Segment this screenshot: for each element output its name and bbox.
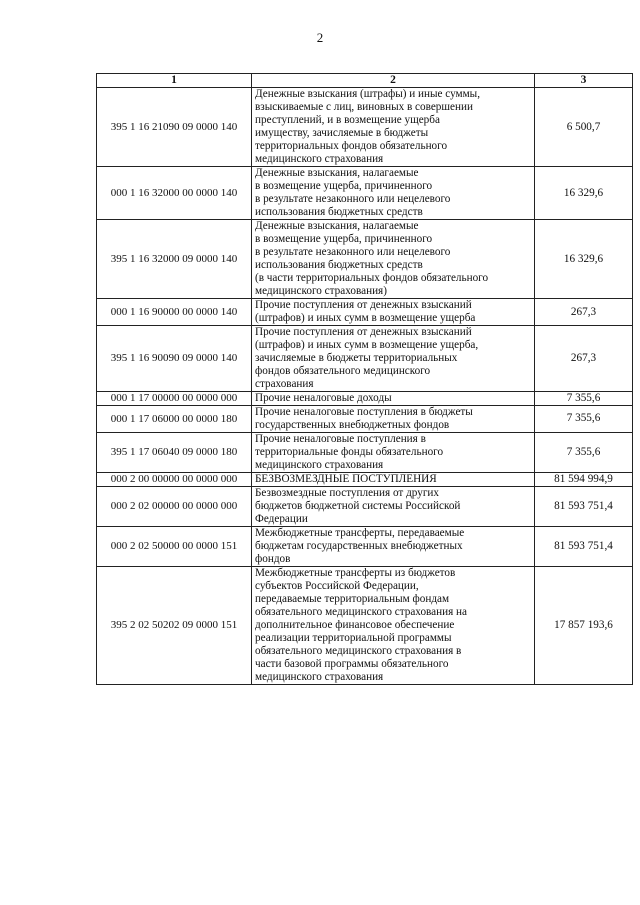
income-name-line: в результате незаконного или нецелевого bbox=[255, 193, 451, 206]
income-name-line: фондов bbox=[255, 552, 291, 565]
income-name-line: использования бюджетных средств bbox=[255, 206, 423, 219]
table-row bbox=[97, 486, 633, 526]
table-row bbox=[97, 88, 633, 167]
table-body bbox=[97, 88, 633, 684]
income-name-line: Межбюджетные трансферты из бюджетов bbox=[255, 566, 456, 579]
income-name-line: Прочие неналоговые доходы bbox=[255, 391, 392, 404]
income-name-line: Федерации bbox=[255, 512, 308, 525]
budget-code-cell: 000 2 02 50000 00 0000 151 bbox=[97, 526, 252, 566]
income-name-line: взыскиваемые с лиц, виновных в совершении bbox=[255, 101, 473, 114]
amount-cell: 6 500,7 bbox=[535, 88, 633, 167]
budget-code-cell: 000 2 00 00000 00 0000 000 bbox=[97, 472, 252, 486]
income-name-cell bbox=[252, 432, 535, 472]
income-name-line: имуществу, зачисляемые в бюджеты bbox=[255, 127, 429, 140]
amount-cell: 81 593 751,4 bbox=[535, 486, 633, 526]
budget-code-cell: 395 1 17 06040 09 0000 180 bbox=[97, 432, 252, 472]
income-name-cell bbox=[252, 88, 535, 167]
income-name-line: (в части территориальных фондов обязательного bbox=[255, 272, 489, 285]
income-name-line: в возмещение ущерба, причиненного bbox=[255, 180, 433, 193]
income-name-line: в возмещение ущерба, причиненного bbox=[255, 233, 433, 246]
income-name-line: территориальных фондов обязательного bbox=[255, 140, 448, 153]
income-name-line: Прочие неналоговые поступления в bbox=[255, 432, 426, 445]
column-header-code: 1 bbox=[97, 74, 252, 88]
amount-cell: 7 355,6 bbox=[535, 405, 633, 432]
amount-cell: 7 355,6 bbox=[535, 391, 633, 405]
income-name-cell bbox=[252, 486, 535, 526]
income-name-line: страхования bbox=[255, 377, 314, 390]
income-name-cell bbox=[252, 566, 535, 684]
income-name-line: зачисляемые в бюджеты территориальных bbox=[255, 352, 458, 365]
table-row bbox=[97, 167, 633, 220]
income-name-cell bbox=[252, 220, 535, 299]
amount-cell: 16 329,6 bbox=[535, 167, 633, 220]
income-name-line: территориальные фонды обязательного bbox=[255, 445, 444, 458]
income-name-line: (штрафов) и иных сумм в возмещение ущерба, bbox=[255, 339, 479, 352]
income-name-line: медицинского страхования) bbox=[255, 285, 387, 298]
table-row bbox=[97, 526, 633, 566]
income-name-line: бюджетам государственных внебюджетных bbox=[255, 539, 463, 552]
amount-cell: 267,3 bbox=[535, 326, 633, 392]
income-name-cell bbox=[252, 326, 535, 392]
page-number: 2 bbox=[316, 30, 324, 45]
table-row bbox=[97, 566, 633, 684]
income-name-line: обязательного медицинского страхования на bbox=[255, 605, 468, 618]
income-name-line: Денежные взыскания, налагаемые bbox=[255, 167, 419, 180]
budget-code-cell: 000 1 16 32000 00 0000 140 bbox=[97, 167, 252, 220]
income-name-line: Прочие неналоговые поступления в бюджеты bbox=[255, 405, 473, 418]
amount-cell: 267,3 bbox=[535, 299, 633, 326]
income-name-cell bbox=[252, 167, 535, 220]
income-name-line: бюджетов бюджетной системы Российской bbox=[255, 499, 461, 512]
amount-cell: 81 594 994,9 bbox=[535, 472, 633, 486]
income-name-line: медицинского страхования bbox=[255, 670, 384, 683]
income-name-line: использования бюджетных средств bbox=[255, 259, 423, 272]
table-row bbox=[97, 299, 633, 326]
amount-cell: 16 329,6 bbox=[535, 220, 633, 299]
budget-code-cell: 395 1 16 32000 09 0000 140 bbox=[97, 220, 252, 299]
income-name-line: преступлений, и в возмещение ущерба bbox=[255, 114, 440, 127]
income-name-line: государственных внебюджетных фондов bbox=[255, 418, 450, 431]
income-name-line: Безвозмездные поступления от других bbox=[255, 486, 440, 499]
income-name-line: БЕЗВОЗМЕЗДНЫЕ ПОСТУПЛЕНИЯ bbox=[255, 472, 437, 485]
amount-cell: 7 355,6 bbox=[535, 432, 633, 472]
income-name-line: Межбюджетные трансферты, передаваемые bbox=[255, 526, 465, 539]
income-name-line: Прочие поступления от денежных взысканий bbox=[255, 299, 472, 312]
amount-cell: 81 593 751,4 bbox=[535, 526, 633, 566]
budget-code-cell: 000 1 16 90000 00 0000 140 bbox=[97, 299, 252, 326]
income-name-line: части базовой программы обязательного bbox=[255, 657, 449, 670]
budget-table bbox=[96, 73, 633, 685]
table-row bbox=[97, 432, 633, 472]
budget-code-cell: 000 1 17 06000 00 0000 180 bbox=[97, 405, 252, 432]
income-name-line: фондов обязательного медицинского bbox=[255, 365, 431, 377]
budget-code-cell: 000 1 17 00000 00 0000 000 bbox=[97, 391, 252, 405]
income-name-cell bbox=[252, 299, 535, 326]
income-name-line: передаваемые территориальным фондам bbox=[255, 592, 450, 605]
table-row bbox=[97, 405, 633, 432]
income-name-line: дополнительное финансовое обеспечение bbox=[255, 618, 455, 631]
income-name-line: Денежные взыскания (штрафы) и иные суммы, bbox=[255, 88, 481, 101]
amount-cell: 17 857 193,6 bbox=[535, 566, 633, 684]
income-name-cell bbox=[252, 405, 535, 432]
column-header-amount: 3 bbox=[535, 74, 633, 88]
budget-code-cell: 395 2 02 50202 09 0000 151 bbox=[97, 566, 252, 684]
income-name-line: Прочие поступления от денежных взысканий bbox=[255, 326, 472, 339]
budget-code-cell: 000 2 02 00000 00 0000 000 bbox=[97, 486, 252, 526]
income-name-line: медицинского страхования bbox=[255, 153, 384, 166]
income-name-cell bbox=[252, 472, 535, 486]
budget-code-cell: 395 1 16 21090 09 0000 140 bbox=[97, 88, 252, 167]
column-header-name: 2 bbox=[252, 74, 535, 88]
income-name-line: субъектов Российской Федерации, bbox=[255, 579, 419, 592]
income-name-line: Денежные взыскания, налагаемые bbox=[255, 220, 419, 233]
budget-code-cell: 395 1 16 90090 09 0000 140 bbox=[97, 326, 252, 392]
table-row bbox=[97, 391, 633, 405]
table-row bbox=[97, 472, 633, 486]
income-name-line: медицинского страхования bbox=[255, 458, 384, 471]
income-name-cell bbox=[252, 526, 535, 566]
table-header-row bbox=[97, 74, 633, 88]
income-name-line: в результате незаконного или нецелевого bbox=[255, 246, 451, 259]
income-name-line: обязательного медицинского страхования в bbox=[255, 644, 462, 657]
income-name-cell bbox=[252, 391, 535, 405]
table-row bbox=[97, 220, 633, 299]
income-name-line: реализации территориальной программы bbox=[255, 631, 452, 644]
income-name-line: (штрафов) и иных сумм в возмещение ущерба bbox=[255, 312, 476, 325]
table-row bbox=[97, 326, 633, 392]
